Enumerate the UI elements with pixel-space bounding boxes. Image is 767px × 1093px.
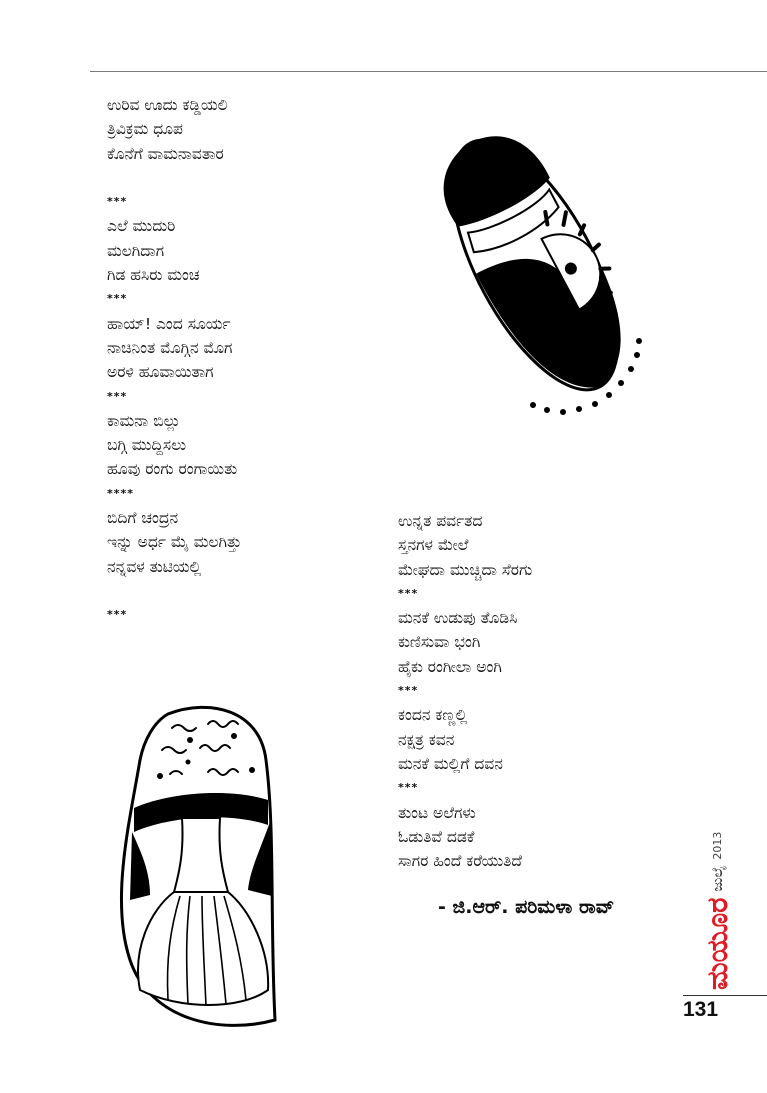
bottom-rule <box>683 995 767 996</box>
poem-line: ಇನ್ನು ಅರ್ಧ ಮೈ ಮಲಗಿತ್ತು <box>107 533 242 552</box>
magazine-masthead <box>700 832 735 990</box>
poem-right-column <box>398 509 532 873</box>
poem-line: ನನ್ನವಳ ತುಟಿಯಲ್ಲಿ <box>107 557 202 576</box>
poem-line: ಕುಣಿಸುವಾ ಭಂಗಿ <box>398 633 481 652</box>
magazine-month: ಜುಲೈ <box>709 865 726 892</box>
poem-line: ಉನ್ನತ ಪರ್ವತದ <box>398 512 483 530</box>
poem-line: ಗಿಡ ಹಸಿರು ಮಂಚ <box>107 266 200 285</box>
stanza-separator: **** <box>107 486 135 500</box>
poem-line: ಅರಳಿ ಹೂವಾಯಿತಾಗ <box>107 363 214 382</box>
stanza-separator: *** <box>398 781 419 795</box>
poem-line: ಬಿದಿಗೆ ಚಂದ್ರನ <box>107 509 179 528</box>
stanza-gap <box>107 579 241 603</box>
poem-line: ಕಾಮನಾ ಬಿಲ್ಲು <box>107 411 181 430</box>
poem-line: ಹೂವು ರಂಗು ರಂಗಾಯಿತು <box>107 460 238 479</box>
poem-line: ಓಡುತಿವೆ ದಡಕೆ <box>398 827 475 846</box>
poem-line: ಬಗ್ಗಿ ಮುದ್ದಿಸಲು <box>107 436 187 455</box>
poem-line: ಉರಿವ ಊದು ಕಡ್ಡಿಯಲಿ <box>107 96 228 114</box>
poem-line: ಹಾಯ್! ಎಂದ ಸೂರ್ಯ <box>107 314 231 333</box>
poem-line: ಎಲೆ ಮುದುರಿ <box>107 217 176 236</box>
poem-line: ಕಂದನ ಕಣ್ಣಲ್ಲಿ <box>398 706 468 725</box>
poem-line: ಮಲಗಿದಾಗ <box>107 241 165 260</box>
oval-dress-pod-icon <box>110 700 285 1040</box>
stanza-separator: *** <box>107 389 128 403</box>
poem-line: ಹೈಕು ರಂಗೀಲಾ ಅಂಗಿ <box>398 657 502 676</box>
poem-line: ಕೊನೆಗೆ ವಾಮನಾವತಾರ <box>107 144 224 163</box>
poem-line: ಸ್ತನಗಳ ಮೇಲೆ <box>398 536 469 555</box>
poem-line: ಸಾಗರ ಹಿಂದೆ ಕರೆಯುತಿದೆ <box>398 852 522 871</box>
poem-line: ಮೇಘದಾ ಮುಚ್ಚಿದಾ ಸೆರಗು <box>398 560 533 579</box>
stanza-separator: *** <box>107 608 128 622</box>
stanza-separator: *** <box>107 195 128 209</box>
poem-line: ನಾಚಿನಿಂತ ಮೊಗ್ಗಿನ ಮೊಗ <box>107 338 233 357</box>
oval-sun-pod-icon <box>425 115 650 425</box>
magazine-name: ಮಯೂರ <box>700 897 734 990</box>
poem-left-column <box>107 93 241 628</box>
poem-line: ತುಂಟ ಅಲೆಗಳು <box>398 803 476 822</box>
poem-line: ಮನಕೆ ಉಡುಪು ತೊಡಿಸಿ <box>398 609 518 628</box>
poem-line: ತ್ರಿವಿಕ್ರಮ ಧೂಪ <box>107 120 183 139</box>
poem-line: ಮನಕೆ ಮಲ್ಲಿಗೆ ದವನ <box>398 754 503 773</box>
stanza-separator: *** <box>107 292 128 306</box>
stanza-gap <box>107 166 241 190</box>
author-credit: - ಜಿ.ಆರ್. ಪರಿಮಳಾ ರಾವ್ <box>438 896 615 918</box>
top-rule <box>90 71 767 72</box>
poem-line: ನಕ್ಷತ್ರ ಕವನ <box>398 730 455 749</box>
stanza-separator: *** <box>398 586 419 600</box>
page-number: 131 <box>683 998 719 1021</box>
stanza-separator: *** <box>398 684 419 698</box>
magazine-year: 2013 <box>711 831 724 860</box>
